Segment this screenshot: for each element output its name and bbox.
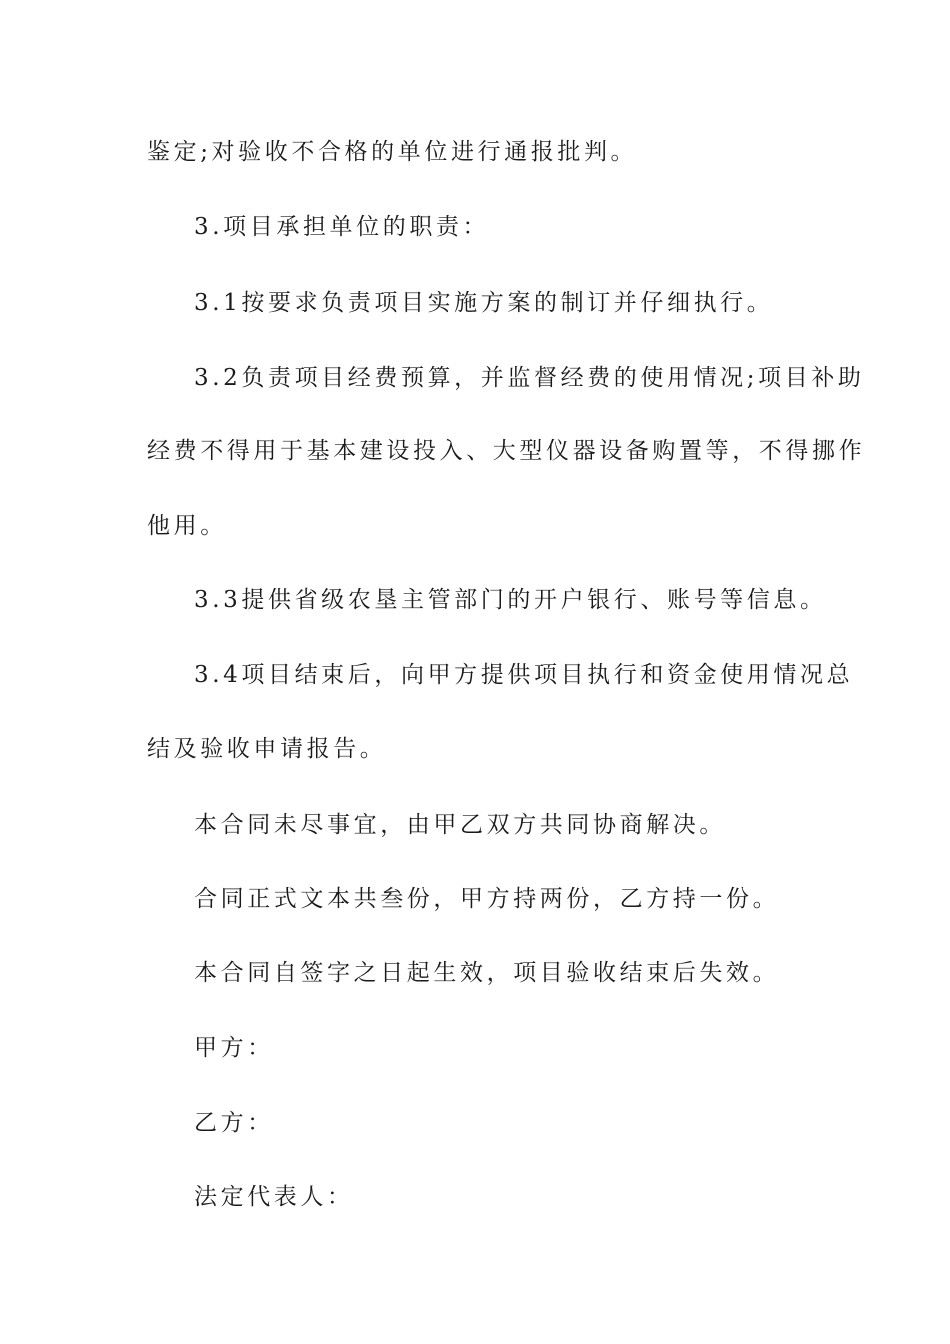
clause-3-2-line-3: 他用。: [147, 513, 227, 539]
clause-3-2-line-1: 3.2负责项目经费预算，并监督经费的使用情况;项目补助: [194, 365, 865, 391]
party-a-label: 甲方：: [194, 1035, 274, 1061]
legal-representative-label: 法定代表人：: [194, 1184, 354, 1210]
section-heading-3: 3.项目承担单位的职责：: [194, 214, 490, 240]
text-line-continuation: 鉴定;对验收不合格的单位进行通报批判。: [147, 139, 638, 165]
contract-clause-effective: 本合同自签字之日起生效，项目验收结束后失效。: [194, 960, 780, 986]
contract-clause-copies: 合同正式文本共叁份，甲方持两份，乙方持一份。: [194, 886, 780, 912]
clause-3-1: 3.1按要求负责项目实施方案的制订并仔细执行。: [194, 290, 774, 316]
clause-3-3: 3.3提供省级农垦主管部门的开户银行、账号等信息。: [194, 587, 827, 613]
contract-clause-unresolved: 本合同未尽事宜，由甲乙双方共同协商解决。: [194, 812, 726, 838]
party-b-label: 乙方：: [194, 1110, 274, 1136]
clause-3-2-line-2: 经费不得用于基本建设投入、大型仪器设备购置等，不得挪作: [147, 438, 866, 464]
clause-3-4-line-1: 3.4项目结束后，向甲方提供项目执行和资金使用情况总: [194, 662, 854, 688]
clause-3-4-line-2: 结及验收申请报告。: [147, 736, 387, 762]
